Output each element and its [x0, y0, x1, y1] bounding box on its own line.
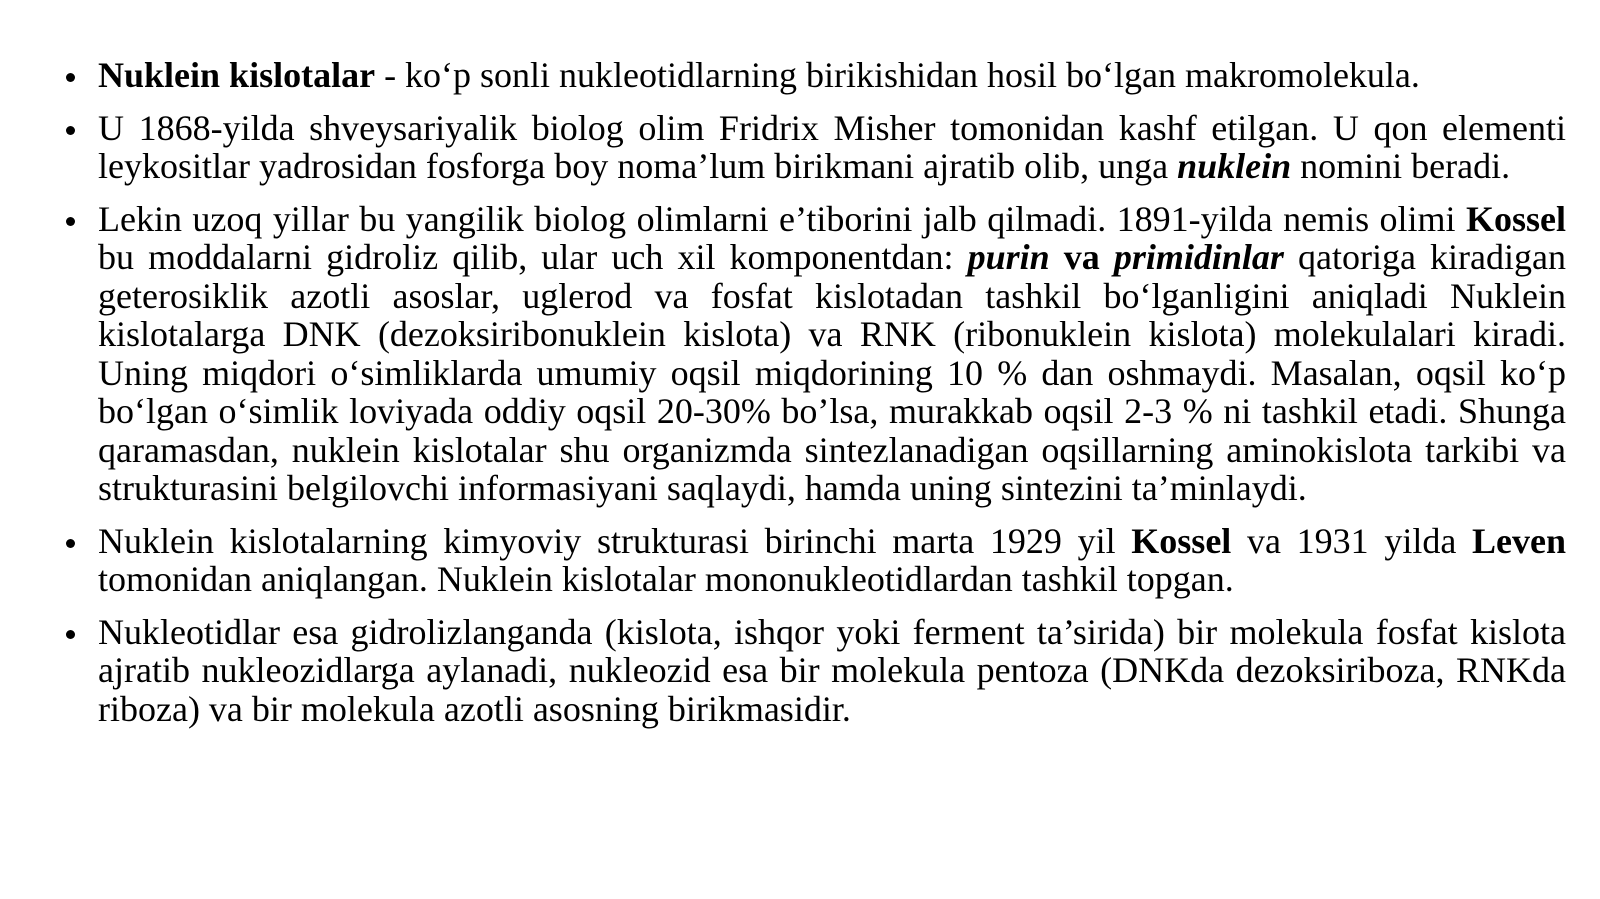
- bullet-dot-icon: [66, 539, 75, 548]
- text-run: qatoriga kiradigan geterosiklik azotli asoslar, uglerod va fosfat kislotadan tashkil bo‘lganligini aniqladi Nuklein kislotalarga DNK (dezoksiribonuklein kislota) va RNK (ribonuklein kislota) molekulalari kiradi. Uning miqdori o‘simliklarda umumiy oqsil miqdorining 10 % dan oshmaydi. Masalan, oqsil ko‘p bo‘lgan o‘simlik loviyada oddiy oqsil 20-30% bo’lsa, murakkab oqsil 2-3 % ni tashkil etadi. Shunga qaramasdan, nuklein kislotalar shu organizmda sintezlanadigan oqsillarning aminokislota tarkibi va strukturasini belgilovchi informasiyani saqlaydi, hamda uning sintezini ta’minlaydi.: [98, 237, 1566, 508]
- text-run: - ko‘p sonli nukleotidlarning birikishidan hosil bo‘lgan makromolekula.: [375, 55, 1420, 95]
- term-bold: va: [1049, 237, 1100, 277]
- term-bold-italic: purin: [967, 237, 1050, 277]
- bullet-item: [66, 109, 1566, 186]
- text-run: U 1868-yilda shveysariyalik biolog olim Fridrix Misher tomonidan kashf etilgan. U qon elementi leykositlar yadrosidan fosforga boy noma’lum birikmani ajratib olib, unga: [98, 107, 1566, 186]
- bullet-item: [66, 522, 1566, 599]
- bullet-text: [98, 200, 1566, 508]
- bullet-dot-icon: [66, 630, 75, 639]
- text-run: Nuklein kislotalarning kimyoviy strukturasi birinchi marta 1929 yil: [98, 520, 1132, 561]
- bullet-text: [98, 56, 1566, 95]
- term-bold-italic: primidinlar: [1113, 237, 1284, 277]
- bullet-item: [66, 200, 1566, 508]
- text-run: tomonidan aniqlangan. Nuklein kislotalar mononukleotidlardan tashkil topgan.: [98, 559, 1234, 599]
- text-run: va 1931 yilda: [1231, 520, 1472, 561]
- text-run: Lekin uzoq yillar bu yangilik biolog olimlarni e’tiborini jalb qilmadi. 1891-yilda nemis olimi: [98, 198, 1466, 239]
- bullet-dot-icon: [66, 73, 75, 82]
- bullet-text: [98, 109, 1566, 186]
- text-run: nomini beradi.: [1291, 146, 1511, 186]
- term-bold: Kossel: [1131, 520, 1232, 561]
- bullet-text: [98, 522, 1566, 599]
- bullet-dot-icon: [66, 126, 75, 135]
- bullet-item: [66, 613, 1566, 729]
- term-bold-italic: nuklein: [1177, 146, 1292, 186]
- term-bold: Nuklein kislotalar: [98, 55, 376, 95]
- bullet-dot-icon: [66, 217, 75, 226]
- text-run: Nukleotidlar esa gidrolizlanganda (kislota, ishqor yoki ferment ta’sirida) bir molekula fosfat kislota ajratib nukleozidlarga aylanadi, nukleozid esa bir molekula pentoza (DNKda dezoksiriboza, RNKda riboza) va bir molekula azotli asosning birikmasidir.: [98, 611, 1566, 729]
- term-bold: Leven: [1472, 520, 1566, 561]
- term-bold: Kossel: [1465, 198, 1566, 239]
- bullet-list: [66, 56, 1566, 742]
- text-run: bu moddalarni gidroliz qilib, ular uch xil komponentdan:: [98, 237, 968, 277]
- bullet-text: [98, 613, 1566, 729]
- bullet-item: [66, 56, 1566, 95]
- text-run: [1100, 237, 1114, 277]
